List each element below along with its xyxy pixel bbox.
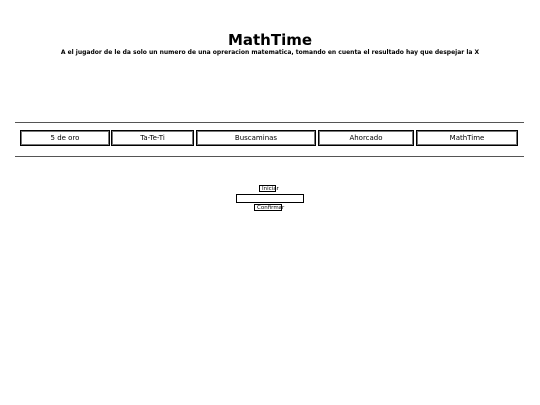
bottom-divider	[15, 156, 524, 157]
nav-item-buscaminas[interactable]: Buscaminas	[196, 130, 316, 146]
nav-item-ta-te-ti[interactable]: Ta-Te-Ti	[111, 130, 194, 146]
game-nav	[20, 130, 520, 146]
game-description: A el jugador de le da solo un numero de una opreracion matematica, tomando en cuenta el resultado hay que despejar la X	[60, 49, 480, 56]
nav-item-mathtime[interactable]: MathTime	[416, 130, 518, 146]
nav-item-5-de-oro[interactable]: 5 de oro	[20, 130, 110, 146]
top-divider	[15, 122, 524, 123]
page-title: MathTime	[227, 31, 313, 49]
start-button[interactable]: Iniciar	[259, 185, 276, 192]
confirm-button[interactable]: Confirmar	[254, 204, 282, 211]
answer-input[interactable]	[236, 194, 304, 203]
nav-item-ahorcado[interactable]: Ahorcado	[318, 130, 414, 146]
